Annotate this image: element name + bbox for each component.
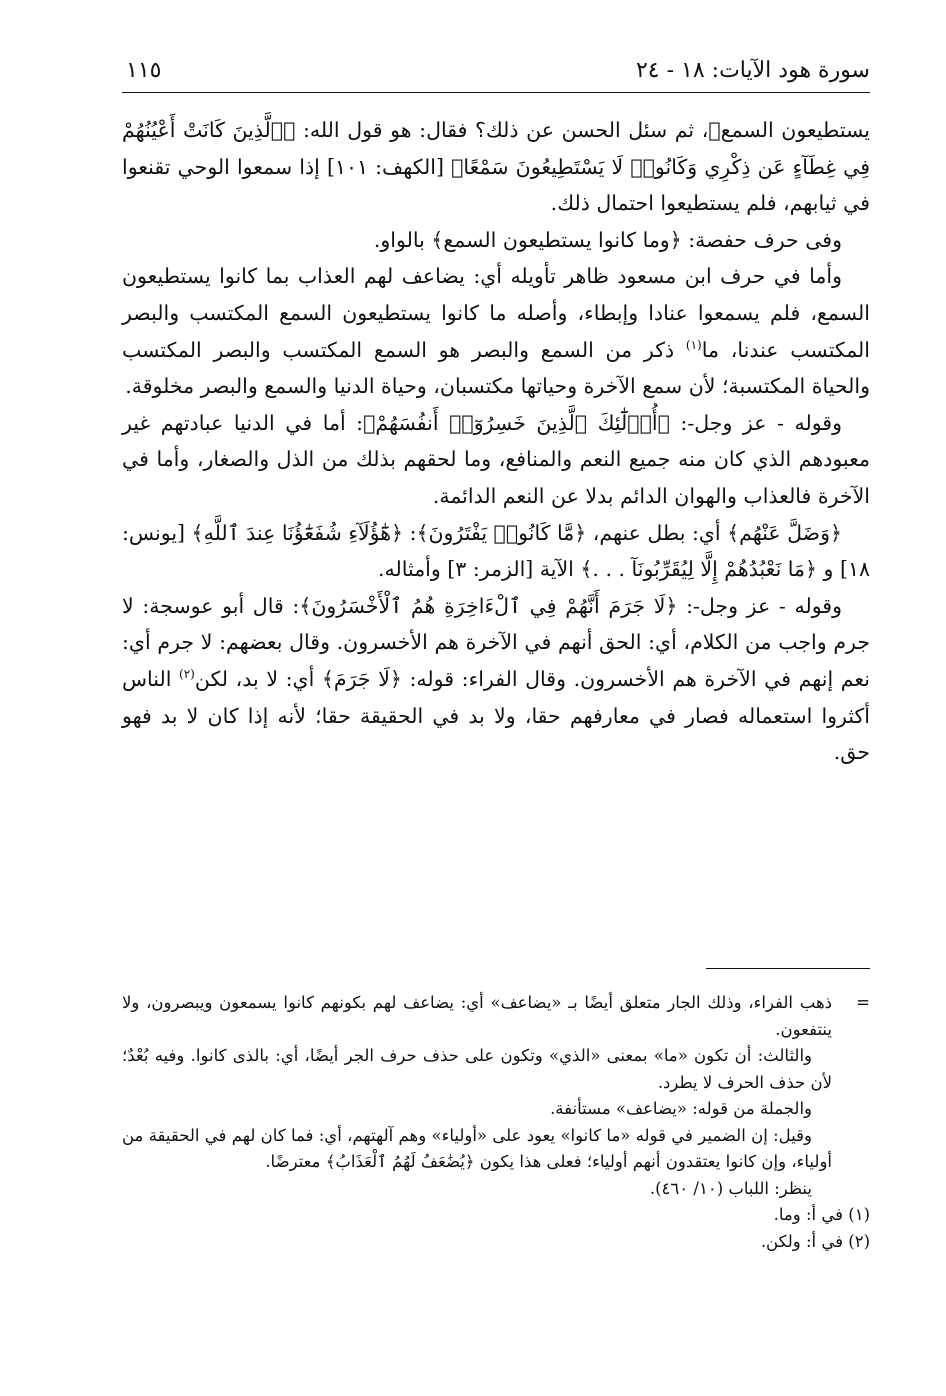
- footnote-continuation-3: والجملة من قوله: «يضاعف» مستأنفة.: [550, 1099, 812, 1118]
- footnote-continuation-2: والثالث: أن تكون «ما» بمعنى «الذي» وتكون على حذف حرف الجر أيضًا، أي: بالذى كانوا. وفيه بُعْدٌ؛ لأن حذف الحرف لا يطرد.: [122, 1046, 832, 1092]
- paragraph-6-text-b: الناس أكثروا استعماله فصار في معارفهم حقا، ولا بد في الحقيقة حقا؛ لأنه إذا كان لا بد فهو حق.: [122, 666, 870, 765]
- page-number: ١١٥: [126, 58, 162, 83]
- continuation-mark: =: [856, 993, 870, 1012]
- footnotes: [122, 990, 870, 1255]
- running-header: [122, 52, 870, 93]
- paragraph-6-text-a: وقوله - عز وجل-: ﴿لَا جَرَمَ أَنَّهُمْ فِي ٱلْءَاخِرَةِ هُمُ ٱلْأَخْسَرُونَ﴾: قال أبو عوسجة: لا جرم واجب من الكلام، أي: الحق أنهم في الآخرة هم الأخسرون. وقال بعضهم: لا جرم أي: نعم إنهم في الآخرة هم الأخسرون. وقال الفراء: قوله: ﴿لَا جَرَمَ﴾ أي: لا بد، لكن: [122, 593, 870, 691]
- paragraph-3-text-b: ذكر من السمع والبصر هو السمع المكتسب والبصر المكتسب والحياة المكتسبة؛ لأن سمع الآخرة وحياتها مكتسبان، وحياة الدنيا والسمع والبصر مخلوقة.: [122, 337, 870, 399]
- footnote-separator: [706, 968, 870, 969]
- footnote-2: (٢) في أ: ولكن.: [760, 1231, 870, 1251]
- main-text: [122, 112, 870, 771]
- paragraph-1: يستطيعون السمع﴾، ثم سئل الحسن عن ذلك؟ فقال: هو قول الله: ﴿ٱلَّذِينَ كَانَتْ أَعْيُنُهُمْ فِي غِطَآءٍ عَن ذِكْرِي وَكَانُوا۟ لَا يَسْتَطِيعُونَ سَمْعًا﴾ [الكهف: ١٠١] إذا سمعوا الوحي تقنعوا في ثيابهم، فلم يستطيعوا احتمال ذلك.: [122, 118, 871, 216]
- paragraph-5: ﴿وَضَلَّ عَنْهُم﴾ أي: بطل عنهم، ﴿مَّا كَانُوا۟ يَفْتَرُونَ﴾: ﴿هَٰٓؤُلَآءِ شُفَعَٰٓؤُنَا عِندَ ٱللَّهِ﴾ [يونس: ١٨] و ﴿مَا نَعْبُدُهُمْ إِلَّا لِيُقَرِّبُونَآ . . .﴾ الآية [الزمر: ٣] وأمثاله.: [122, 520, 870, 582]
- paragraph-2: وفى حرف حفصة: ﴿وما كانوا يستطيعون السمع﴾ بالواو.: [373, 227, 842, 252]
- paragraph-3: [122, 258, 870, 404]
- footnote-continuation-4: وقيل: إن الضمير في قوله «ما كانوا» يعود على «أولياء» وهم آلهتهم، أي: فما كان لهم في الحقيقة من أولياء، وإن كانوا يعتقدون أنهم أولياء؛ فعلى هذا يكون ﴿يُضَٰعَفُ لَهُمُ ٱلْعَذَابُ﴾ معترضًا.: [122, 1125, 832, 1171]
- paragraph-6: [122, 588, 870, 771]
- paragraph-3-text-a: وأما في حرف ابن مسعود ظاهر تأويله أي: يضاعف لهم العذاب بما كانوا يستطيعون السمع، فلم يسمعوا عنادا وإبطاء، وأصله ما كانوا يستطيعون السمع المكتسب والبصر المكتسب عندنا، ما: [122, 264, 870, 362]
- footnote-ref-2: (٢): [179, 667, 195, 682]
- footnote-continuation-1-text: ذهب الفراء، وذلك الجار متعلق أيضًا بـ «يضاعف» أي: يضاعف لهم بكونهم كانوا يسمعون ويبصرون، ولا ينتفعون.: [122, 993, 832, 1039]
- footnote-ref-1: (١): [685, 337, 702, 352]
- paragraph-4: وقوله - عز وجل-: ﴿أُو۟لَٰٓئِكَ ٱلَّذِينَ خَسِرُوٓا۟ أَنفُسَهُمْ﴾: أما في الدنيا عبادتهم غير معبودهم الذي كان منه جميع النعم والمنافع، وما لحقهم بذلك من الذل والصغار، وأما في الآخرة فالعذاب والهوان الدائم بدلا عن النعم الدائمة.: [122, 410, 870, 508]
- footnote-1: (١) في أ: وما.: [773, 1205, 870, 1224]
- footnote-continuation-1: [122, 990, 870, 1043]
- running-title: سورة هود الآيات: ١٨ - ٢٤: [635, 58, 870, 83]
- footnote-continuation-5: ينظر: اللباب (١٠/ ٤٦٠).: [649, 1178, 812, 1198]
